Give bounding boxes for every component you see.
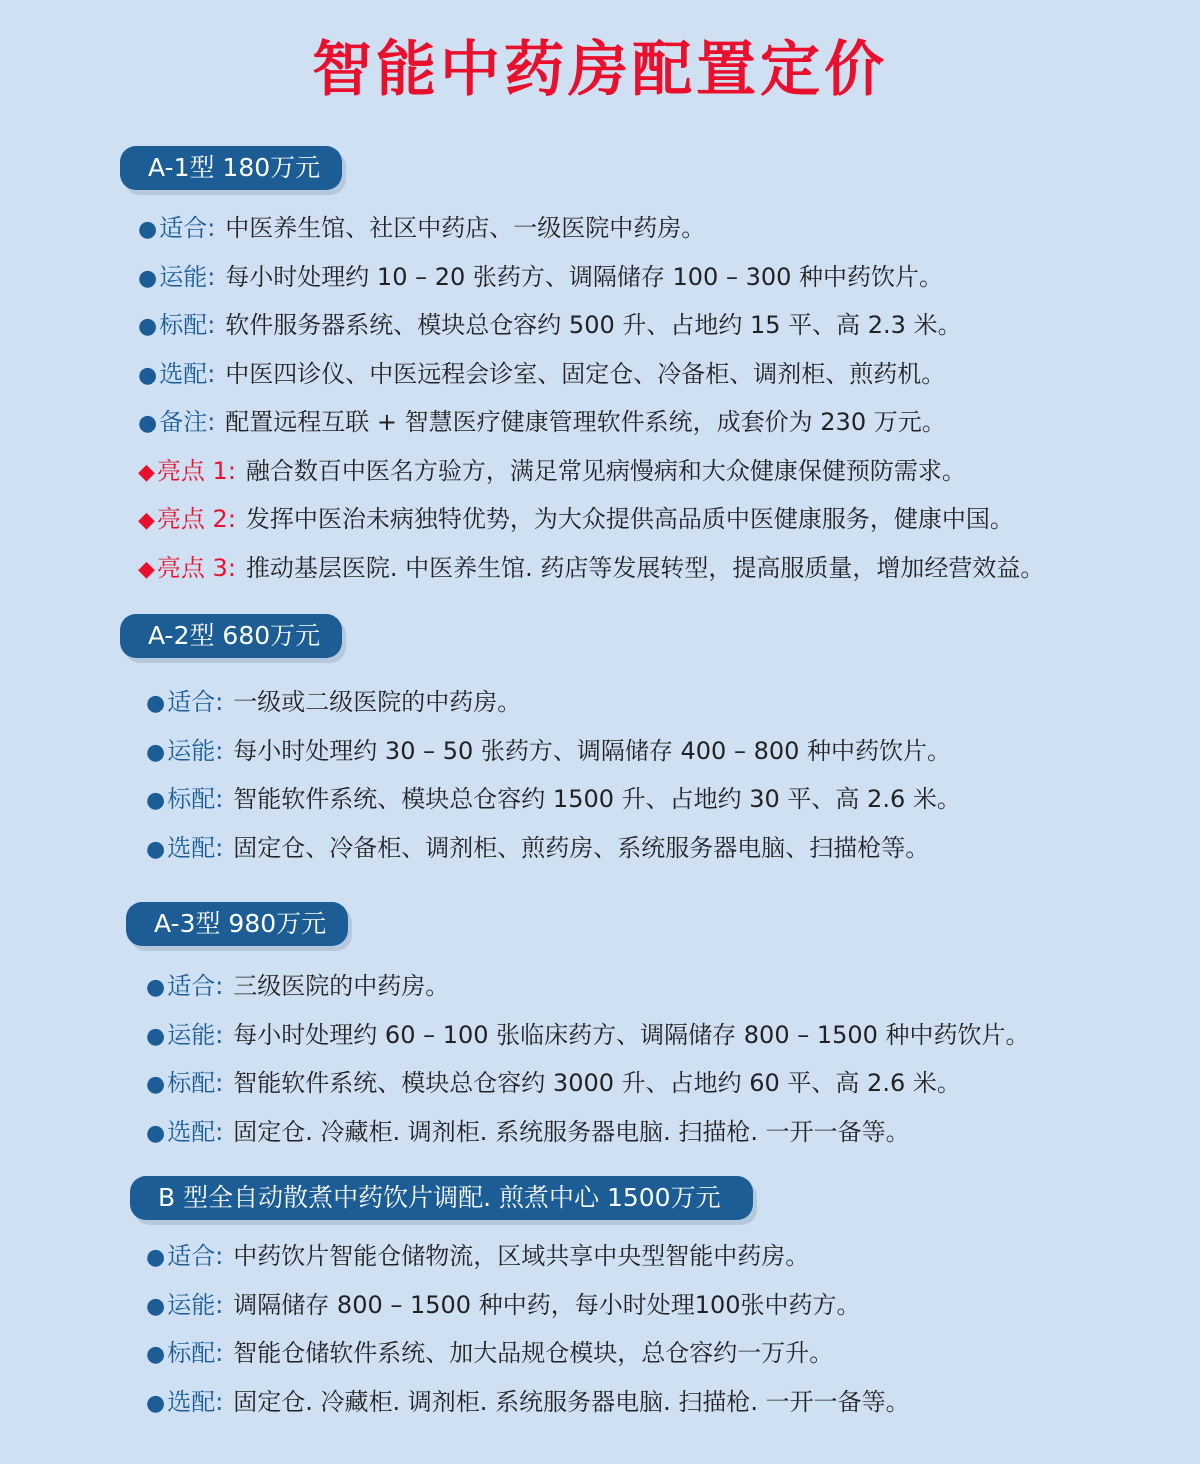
spec-item — [146, 1108, 1030, 1157]
spec-item — [146, 678, 961, 727]
spec-text: 每小时处理约 30 – 50 张药方、调隔储存 400 – 800 种中药饮片。 — [233, 736, 952, 765]
spec-text: 智能仓储软件系统、加大品规仓模块，总仓容约一万升。 — [233, 1339, 834, 1367]
spec-label: 标配: — [159, 311, 216, 339]
spec-text: 固定仓、冷备柜、调剂柜、煎药房、系统服务器电脑、扫描枪等。 — [233, 833, 930, 862]
highlight-label: 亮点 2: — [156, 505, 236, 533]
spec-item — [138, 301, 1044, 350]
spec-label: 标配: — [167, 785, 224, 813]
spec-label: 选配: — [167, 1387, 224, 1416]
red-diamond-icon: ◆ — [138, 459, 155, 485]
price-badge-b: B 型全自动散煮中药饮片调配. 煎煮中心 1500万元 — [130, 1176, 753, 1220]
spec-label: 备注: — [159, 408, 216, 436]
spec-label: 运能: — [167, 1290, 224, 1319]
highlight-text: 融合数百中医名方验方，满足常见病慢病和大众健康保健预防需求。 — [245, 456, 966, 485]
highlight-item — [138, 447, 1044, 496]
spec-item — [138, 253, 1044, 302]
section-a1 — [120, 146, 1044, 592]
highlight-label: 亮点 3: — [156, 553, 236, 582]
bullet-dot-icon: ● — [146, 975, 166, 1000]
spec-text: 软件服务器系统、模块总仓容约 500 升、占地约 15 平、高 2.3 米。 — [225, 311, 962, 339]
highlight-text: 发挥中医治未病独特优势，为大众提供高品质中医健康服务，健康中国。 — [245, 505, 1014, 533]
bullet-dot-icon: ● — [146, 1293, 166, 1319]
spec-label: 选配: — [159, 359, 216, 388]
bullet-dot-icon: ● — [146, 1245, 166, 1270]
spec-text: 固定仓. 冷藏柜. 调剂柜. 系统服务器电脑. 扫描枪. 一开一备等。 — [233, 1387, 910, 1416]
bullet-dot-icon: ● — [146, 691, 166, 716]
spec-label: 适合: — [167, 972, 224, 1000]
spec-text: 每小时处理约 10 – 20 张药方、调隔储存 100 – 300 种中药饮片。 — [225, 262, 944, 291]
spec-item — [146, 962, 1030, 1011]
spec-label: 适合: — [159, 214, 216, 242]
spec-label: 运能: — [167, 736, 224, 765]
spec-item — [138, 350, 1044, 399]
spec-item — [146, 824, 961, 873]
bullet-dot-icon: ● — [146, 1072, 166, 1097]
highlight-item — [138, 495, 1044, 544]
spec-label: 选配: — [167, 1117, 224, 1146]
spec-item — [146, 1329, 910, 1378]
highlight-text: 推动基层医院. 中医养生馆. 药店等发展转型，提高服质量，增加经营效益。 — [245, 553, 1045, 582]
spec-item — [138, 204, 1044, 253]
bullet-dot-icon: ● — [146, 836, 166, 862]
spec-label: 适合: — [167, 688, 224, 716]
bullet-dot-icon: ● — [146, 739, 166, 765]
spec-item — [146, 727, 961, 776]
spec-label: 标配: — [167, 1339, 224, 1367]
bullet-dot-icon: ● — [138, 314, 158, 339]
highlight-item — [138, 544, 1044, 593]
spec-text: 中医四诊仪、中医远程会诊室、固定仓、冷备柜、调剂柜、煎药机。 — [225, 359, 946, 388]
spec-text: 一级或二级医院的中药房。 — [233, 688, 522, 716]
bullet-dot-icon: ● — [138, 265, 158, 291]
spec-text: 中医养生馆、社区中药店、一级医院中药房。 — [225, 214, 706, 242]
spec-label: 运能: — [167, 1020, 224, 1049]
spec-item — [146, 1378, 910, 1427]
bullet-dot-icon: ● — [146, 1342, 166, 1367]
bullet-dot-icon: ● — [146, 1023, 166, 1049]
section-a2 — [120, 614, 961, 872]
section-b — [130, 1176, 910, 1426]
price-badge-a2: A-2型 680万元 — [120, 614, 342, 658]
spec-text: 固定仓. 冷藏柜. 调剂柜. 系统服务器电脑. 扫描枪. 一开一备等。 — [233, 1117, 910, 1146]
spec-text: 调隔储存 800 – 1500 种中药，每小时处理100张中药方。 — [233, 1290, 861, 1319]
spec-item — [138, 398, 1044, 447]
spec-text: 三级医院的中药房。 — [233, 972, 450, 1000]
spec-label: 选配: — [167, 833, 224, 862]
bullet-dot-icon: ● — [138, 411, 158, 436]
spec-item — [146, 1232, 910, 1281]
spec-text: 智能软件系统、模块总仓容约 1500 升、占地约 30 平、高 2.6 米。 — [233, 785, 961, 813]
bullet-dot-icon: ● — [138, 217, 158, 242]
spec-label: 适合: — [167, 1242, 224, 1270]
spec-item — [146, 1281, 910, 1330]
section-a3 — [126, 902, 1030, 1156]
red-diamond-icon: ◆ — [138, 556, 155, 582]
spec-label: 标配: — [167, 1069, 224, 1097]
page-title: 智能中药房配置定价 — [312, 35, 888, 105]
bullet-dot-icon: ● — [146, 1390, 166, 1416]
spec-item — [146, 1059, 1030, 1108]
spec-text: 中药饮片智能仓储物流，区域共享中央型智能中药房。 — [233, 1242, 810, 1270]
spec-item — [146, 1011, 1030, 1060]
spec-text: 每小时处理约 60 – 100 张临床药方、调隔储存 800 – 1500 种中药饮片。 — [233, 1020, 1030, 1049]
price-badge-a3: A-3型 980万元 — [126, 902, 348, 946]
bullet-dot-icon: ● — [146, 788, 166, 813]
spec-item — [146, 775, 961, 824]
highlight-label: 亮点 1: — [156, 456, 236, 485]
spec-label: 运能: — [159, 262, 216, 291]
bullet-dot-icon: ● — [146, 1120, 166, 1146]
bullet-dot-icon: ● — [138, 362, 158, 388]
spec-text: 配置远程互联 + 智慧医疗健康管理软件系统，成套价为 230 万元。 — [225, 408, 946, 436]
spec-text: 智能软件系统、模块总仓容约 3000 升、占地约 60 平、高 2.6 米。 — [233, 1069, 961, 1097]
red-diamond-icon: ◆ — [138, 508, 155, 533]
price-badge-a1: A-1型 180万元 — [120, 146, 342, 190]
